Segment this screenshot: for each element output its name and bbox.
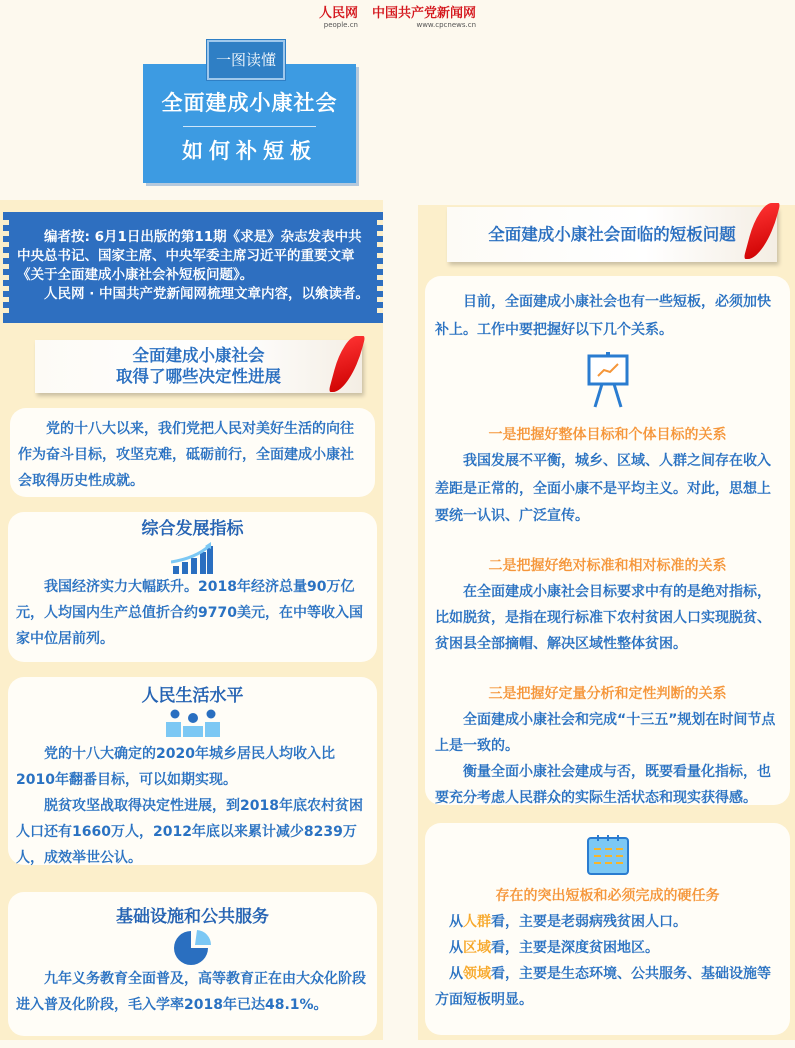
card-text: 九年义务教育全面普及，高等教育正在由大众化阶段进入普及化阶段，毛入学率2018年已达48.1%。 [16, 971, 366, 1013]
title-banner [143, 64, 356, 183]
red-ribbon-icon [743, 203, 780, 259]
task-item [435, 909, 780, 935]
card-text: 脱贫攻坚战取得决定性进展，到2018年底农村贫困人口还有1660万人，2012年底以来累计减少8239万人，成效举世公认。 [16, 798, 363, 866]
relations-card [425, 276, 790, 805]
task-pre: 从 [449, 966, 463, 982]
logo-bar [0, 6, 795, 29]
card-text: 我国经济实力大幅跃升。2018年经济总量90万亿元，人均国内生产总值折合约9770美元，在中等收入国家中位居前列。 [16, 579, 363, 647]
section-title: 全面建成小康社会 [132, 346, 265, 365]
card-infrastructure [8, 892, 377, 1036]
section-title: 取得了哪些决定性进展 [116, 367, 281, 386]
relation-heading: 二是把握好绝对标准和相对标准的关系 [488, 557, 727, 574]
intro-card [10, 408, 375, 497]
tag-label: 一图读懂 [207, 40, 285, 80]
editor-note [3, 212, 383, 323]
card-title: 综合发展指标 [141, 519, 244, 539]
cpcnews-logo [372, 6, 476, 29]
editor-note-text: 编者按: 6月1日出版的第11期《求是》杂志发表中共中央总书记、国家主席、中央军委主席习近平的重要文章《关于全面建成小康社会补短板问题》。 [17, 229, 362, 283]
editor-note-text: 人民网 · 中国共产党新闻网梳理文章内容，以飨读者。 [44, 286, 370, 302]
task-key: 区域 [463, 940, 491, 956]
tasks-heading: 存在的突出短板和必须完成的硬任务 [495, 888, 720, 904]
section-header-shortcomings [447, 207, 777, 262]
presentation-board-icon [586, 352, 630, 408]
title-line-1: 全面建成小康社会 [161, 91, 338, 115]
pie-chart-icon [173, 930, 213, 966]
card-development [8, 512, 377, 662]
section-title: 全面建成小康社会面临的短板问题 [488, 225, 736, 244]
task-post: 看，主要是老弱病残贫困人口。 [491, 914, 687, 930]
calendar-icon [587, 835, 629, 875]
logo-sub: people.cn [323, 21, 358, 29]
task-post: 看，主要是深度贫困地区。 [491, 940, 659, 956]
task-item [435, 961, 780, 1013]
people-cn-logo [319, 6, 358, 29]
logo-text: 中国共产党新闻网 [372, 6, 477, 21]
relation-text: 我国发展不平衡，城乡、区域、人群之间存在收入差距是正常的，全面小康不是平均主义。对此，思想上要统一认识、广泛宣传。 [435, 453, 771, 524]
tasks-card [425, 823, 790, 1035]
title-divider [183, 126, 316, 127]
card-title: 人民生活水平 [141, 686, 244, 706]
people-group-icon [166, 709, 220, 737]
relation-text: 在全面建成小康社会目标要求中有的是绝对指标，比如脱贫，是指在现行标准下农村贫困人口实现脱贫、贫困县全部摘帽、解决区域性整体贫困。 [435, 583, 771, 652]
relation-text: 全面建成小康社会和完成“十三五”规划在时间节点上是一致的。 [435, 711, 776, 754]
logo-sub: www.cpcnews.cn [416, 21, 477, 29]
task-key: 领域 [463, 966, 491, 982]
task-pre: 从 [449, 940, 463, 956]
relation-text: 衡量全面小康社会建成与否，既要看量化指标，也要充分考虑人民群众的实际生活状态和现实获得感。 [435, 763, 771, 806]
task-pre: 从 [449, 914, 463, 930]
intro-text: 目前，全面建成小康社会也有一些短板，必须加快补上。工作中要把握好以下几个关系。 [435, 294, 771, 338]
task-item [435, 935, 780, 961]
card-text: 党的十八大确定的2020年城乡居民人均收入比2010年翻番目标，可以如期实现。 [16, 746, 335, 788]
growth-chart-icon [171, 542, 215, 574]
card-living-standard [8, 677, 377, 865]
relation-heading: 三是把握好定量分析和定性判断的关系 [488, 685, 727, 702]
relation-heading: 一是把握好整体目标和个体目标的关系 [488, 427, 727, 443]
task-key: 人群 [463, 914, 491, 930]
section-header-progress [35, 340, 362, 393]
logo-text: 人民网 [318, 6, 358, 21]
title-line-2: 如何补短板 [182, 139, 317, 163]
intro-text: 党的十八大以来，我们党把人民对美好生活的向往作为奋斗目标，攻坚克难，砥砺前行，全面建成小康社会取得历史性成就。 [18, 421, 354, 489]
task-post: 看，主要是生态环境、公共服务、基础设施等方面短板明显。 [435, 966, 771, 1008]
card-title: 基础设施和公共服务 [116, 907, 269, 927]
